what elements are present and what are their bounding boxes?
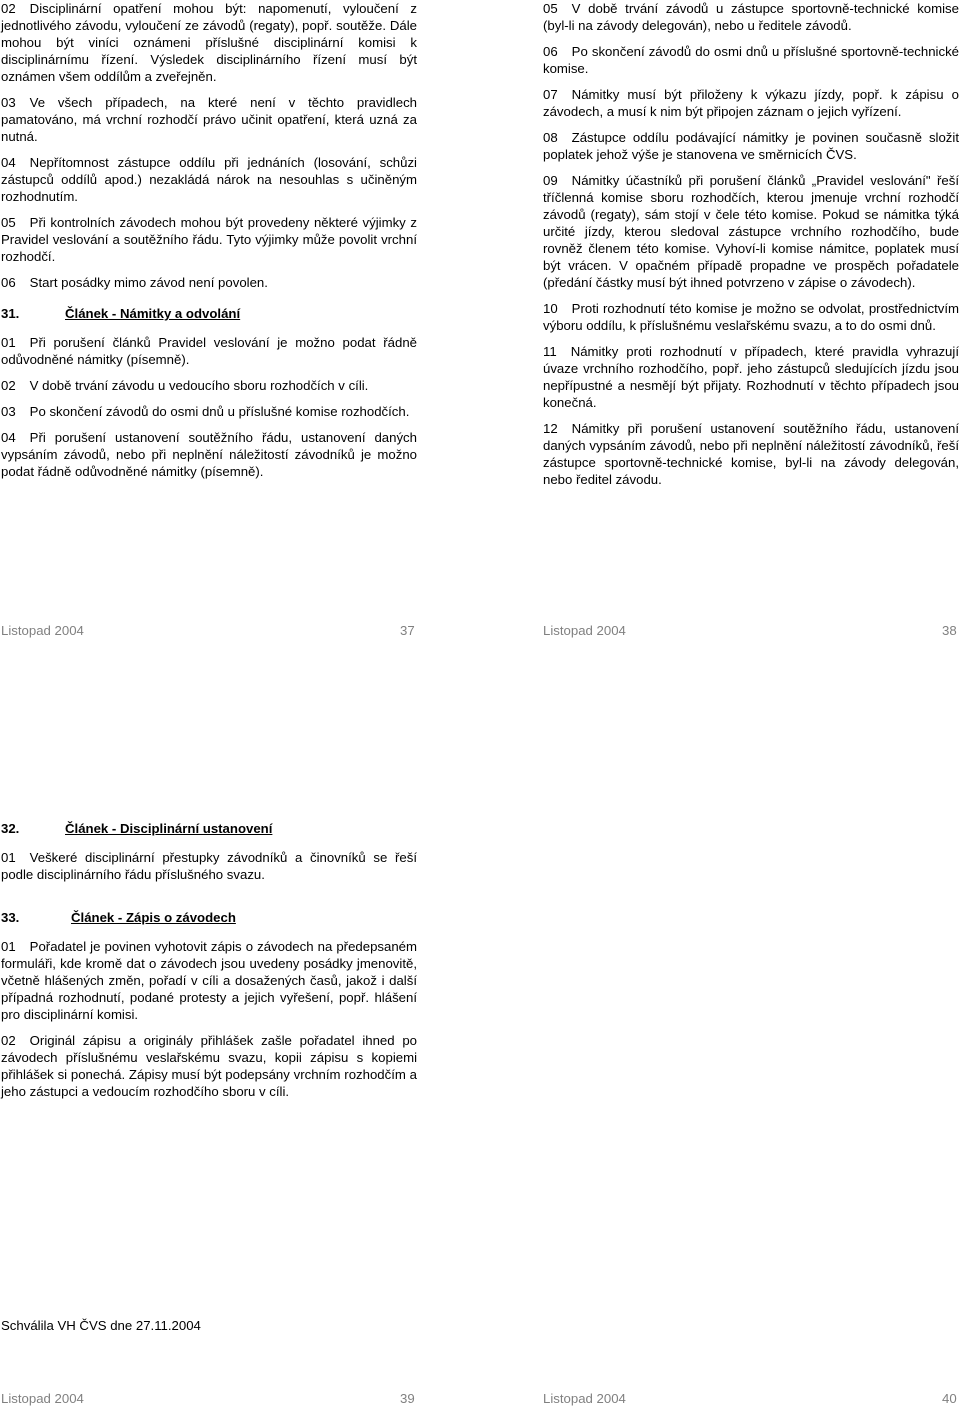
paragraph-number: 02 xyxy=(1,1033,16,1048)
paragraph xyxy=(543,300,959,334)
article-31-number: 31. xyxy=(1,306,20,321)
article-32-paragraphs xyxy=(1,849,417,883)
paragraph-text: Námitky účastníků při porušení článků „Pravidel veslování" řeší tříčlenná komise sboru rozhodčích, kterou jmenuje vrchní rozhodčí závodů (regaty), sám stojí v čele této komise. Pokud se námitka týká určité jízdy, kterou sledoval zástupce vrchního rozhodčího, bude rovněž členem této komise. Vyhoví-li komise námitce, poplatek musí být vrácen. V opačném případě propadne ve prospěch pořadatele (předání částky musí být ihned potvrzeno v zápise o závodech). xyxy=(543,173,959,290)
paragraph xyxy=(543,129,959,163)
paragraph-number: 05 xyxy=(1,215,16,230)
paragraph xyxy=(1,849,417,883)
paragraph-text: Námitky musí být přiloženy k výkazu jízdy, popř. k zápisu o závodech, a musí k nim být připojen záznam o jejich vyřízení. xyxy=(543,87,959,119)
article-32-number: 32. xyxy=(1,821,20,836)
paragraph-number: 01 xyxy=(1,850,16,865)
approval-note: Schválila VH ČVS dne 27.11.2004 xyxy=(1,1318,201,1333)
paragraph-text: V době trvání závodu u vedoucího sboru rozhodčích v cíli. xyxy=(29,378,369,393)
paragraph-number: 03 xyxy=(1,404,16,419)
paragraph-number: 02 xyxy=(1,378,16,393)
article-31-title: Článek - Námitky a odvolání xyxy=(65,306,241,321)
paragraph-text: Pořadatel je povinen vyhotovit zápis o závodech na předepsaném formuláři, kde kromě dat o závodech jsou uvedeny posádky jmenovitě, včetně hlášených změn, pořadí v cíli a dosažených časů, jakož i další případná rozhodnutí, podané protesty a jejich vyřešení, popř. hlášení pro disciplinární komisi. xyxy=(1,939,417,1022)
page-39-footer-label: Listopad 2004 xyxy=(1,1391,84,1406)
paragraph xyxy=(1,938,417,1023)
page-37-column xyxy=(1,0,417,489)
paragraph-number: 11 xyxy=(543,344,557,359)
paragraph-text: Po skončení závodů do osmi dnů u příslušné komise rozhodčích. xyxy=(29,404,410,419)
paragraph xyxy=(1,0,417,85)
paragraph xyxy=(543,86,959,120)
page-39-column xyxy=(1,820,417,1109)
paragraph-text: Námitky při porušení ustanovení soutěžního řádu, ustanovení daných vypsáním závodů, nebo při neplnění náležitostí závodníků, řeší zástupce sportovně-technické komise, byl-li na závody delegován, nebo ředitel závodu. xyxy=(543,421,959,487)
paragraph xyxy=(543,343,959,411)
paragraph xyxy=(1,274,417,291)
page-40-number: 40 xyxy=(942,1391,957,1406)
article-33-number: 33. xyxy=(1,910,20,925)
paragraph xyxy=(1,403,417,420)
paragraph-number: 06 xyxy=(543,44,558,59)
paragraph-number: 04 xyxy=(1,155,16,170)
paragraph-text: Start posádky mimo závod není povolen. xyxy=(29,275,268,290)
page-39-number: 39 xyxy=(400,1391,415,1406)
paragraph-number: 10 xyxy=(543,301,558,316)
paragraph-number: 12 xyxy=(543,421,558,436)
paragraph xyxy=(543,172,959,291)
paragraph-text: Proti rozhodnutí této komise je možno se odvolat, prostřednictvím výboru oddílu, k příslušnému veslařskému svazu, a to do osmi dnů. xyxy=(543,301,959,333)
paragraph-text: V době trvání závodů u zástupce sportovně-technické komise (byl-li na závody delegován), nebo u ředitele závodů. xyxy=(543,1,959,33)
paragraph-text: Po skončení závodů do osmi dnů u příslušné sportovně-technické komise. xyxy=(543,44,959,76)
page-40-footer-label: Listopad 2004 xyxy=(543,1391,626,1406)
paragraph-text: Při porušení článků Pravidel veslování je možno podat řádně odůvodněné námitky (písemně). xyxy=(1,335,417,367)
paragraph-text: Disciplinární opatření mohou být: napomenutí, vyloučení z jednotlivého závodu, vyloučení ze závodů (regaty), popř. soutěže. Dále mohou být viníci oznámeni příslušné disciplinární komisi k disciplinárnímu řízení. Výsledek disciplinárního řízení musí být oznámen všem oddílům a zveřejněn. xyxy=(1,1,417,84)
page-38-number: 38 xyxy=(942,623,957,638)
paragraph-number: 01 xyxy=(1,939,16,954)
page-38-footer-label: Listopad 2004 xyxy=(543,623,626,638)
page-38-column xyxy=(543,0,959,497)
paragraph-number: 01 xyxy=(1,335,16,350)
paragraph-number: 09 xyxy=(543,173,558,188)
paragraph-number: 05 xyxy=(543,1,558,16)
paragraph xyxy=(1,377,417,394)
article-32-title: Článek - Disciplinární ustanovení xyxy=(65,821,273,836)
article-31-heading xyxy=(1,305,417,322)
paragraph xyxy=(1,94,417,145)
paragraph-text: Při porušení ustanovení soutěžního řádu, ustanovení daných vypsáním závodů, nebo při neplnění náležitostí závodníků je možno podat řádně odůvodněné námitky (písemně). xyxy=(1,430,417,479)
paragraph-number: 03 xyxy=(1,95,16,110)
page-37-paragraphs-top xyxy=(1,0,417,291)
paragraph-number: 02 xyxy=(1,1,16,16)
paragraph-number: 06 xyxy=(1,275,16,290)
paragraph-text: Nepřítomnost zástupce oddílu při jednáních (losování, schůzi zástupců oddílů apod.) nezakládá nárok na nesouhlas s učiněným rozhodnutím. xyxy=(1,155,417,204)
paragraph-text: Veškeré disciplinární přestupky závodníků a činovníků se řeší podle disciplinárního řádu příslušného svazu. xyxy=(1,850,417,882)
paragraph-text: Originál zápisu a originály přihlášek zašle pořadatel ihned po závodech příslušnému veslařskému svazu, kopii zápisu s kopiemi přihlášek si ponechá. Zápisy musí být podepsány vrchním rozhodčím a jeho zástupci a vedoucím rozhodčího sboru v cíli. xyxy=(1,1033,417,1099)
paragraph xyxy=(1,214,417,265)
paragraph xyxy=(1,334,417,368)
paragraph-text: Při kontrolních závodech mohou být provedeny některé výjimky z Pravidel veslování a soutěžního řádu. Tyto výjimky může povolit vrchní rozhodčí. xyxy=(1,215,417,264)
paragraph-number: 08 xyxy=(543,130,558,145)
paragraph xyxy=(1,154,417,205)
paragraph xyxy=(543,0,959,34)
paragraph-number: 07 xyxy=(543,87,558,102)
page-37-number: 37 xyxy=(400,623,415,638)
page-37-paragraphs-bottom xyxy=(1,334,417,480)
page-38-paragraphs xyxy=(543,0,959,488)
paragraph-text: Ve všech případech, na které není v těchto pravidlech pamatováno, má vrchní rozhodčí právo učinit opatření, která uzná za nutná. xyxy=(1,95,417,144)
article-33-paragraphs xyxy=(1,938,417,1100)
paragraph xyxy=(1,1032,417,1100)
article-33-title: Článek - Zápis o závodech xyxy=(71,910,236,925)
paragraph-text: Námitky proti rozhodnutí v případech, které pravidla vyhrazují úvaze vrchního rozhodčího, popř. jeho zástupců sledujících jízdu jsou nepřípustné a nesmějí být přijaty. Rozhodnutí v těchto případech jsou konečná. xyxy=(543,344,959,410)
article-32-heading xyxy=(1,820,417,837)
paragraph xyxy=(1,429,417,480)
paragraph xyxy=(543,43,959,77)
paragraph xyxy=(543,420,959,488)
paragraph-number: 04 xyxy=(1,430,16,445)
article-33-heading xyxy=(1,909,417,926)
paragraph-text: Zástupce oddílu podávající námitky je povinen současně složit poplatek jehož výše je stanovena ve směrnicích ČVS. xyxy=(543,130,959,162)
page-37-footer-label: Listopad 2004 xyxy=(1,623,84,638)
